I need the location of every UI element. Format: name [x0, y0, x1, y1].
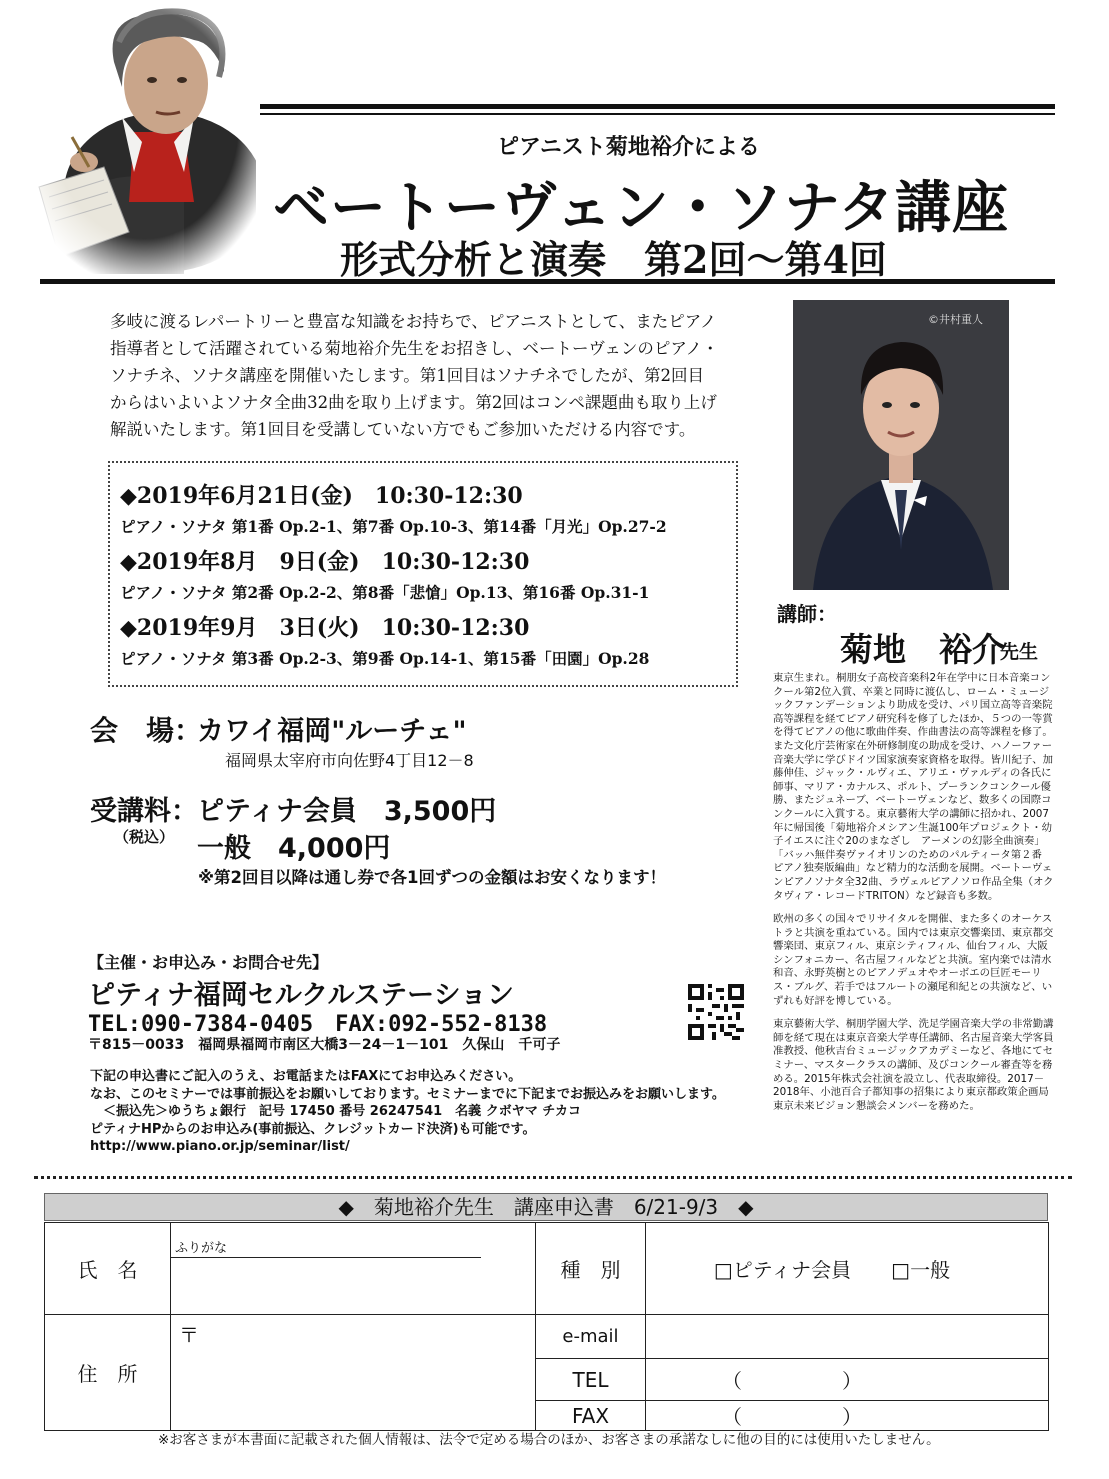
intro-line: 多岐に渡るレパートリーと豊富な知識をお持ちで、ピアニストとして、またピアノ: [110, 312, 717, 331]
privacy-note: ※お客さまが本書面に記載された個人情報は、法令で定める場合のほか、お客さまの承諾なしに他の目的には使用いたしません。: [158, 1432, 940, 1448]
header-rule-top-thin: [260, 113, 1055, 115]
venue-label: 会 場：: [90, 714, 203, 747]
venue-address: 福岡県太宰府市向佐野4丁目12－8: [225, 751, 474, 770]
seminar-link[interactable]: http://www.piano.or.jp/seminar/list/: [90, 1139, 350, 1154]
type-label: 種 別: [536, 1223, 646, 1315]
application-instructions: [90, 1068, 725, 1156]
email-label: e-mail: [536, 1315, 646, 1359]
name-field[interactable]: [171, 1223, 536, 1315]
intro-line: 解説いたします。第1回目を受講していない方でもご参加いただける内容です。: [110, 420, 696, 439]
session-date: ◆2019年9月 3日(火) 10:30-12:30: [120, 615, 530, 641]
fee-general: 一般 4,000円: [197, 833, 391, 864]
fax-field[interactable]: （ ）: [646, 1401, 1049, 1431]
organizer-address: 〒815－0033 福岡県福岡市南区大橋3－24－1－101 久保山 千可子: [88, 1037, 561, 1053]
address-label: 住 所: [45, 1315, 171, 1431]
fee-tax-note: （税込）: [114, 828, 175, 846]
instruction-line: ピティナHPからのお申込み(事前振込、クレジットカード決済)も可能です。: [90, 1121, 536, 1137]
lecturer-name: 菊地 裕介: [840, 630, 1005, 669]
fee-label: 受講料：: [90, 796, 198, 827]
intro-line: ソナチネ、ソナタ講座を開催いたします。第1回目はソナチネでしたが、第2回目: [110, 366, 705, 385]
furigana-divider: [171, 1257, 481, 1258]
instruction-line: なお、このセミナーでは事前振込をお願いしております。セミナーまでに下記までお振込みをお願いします。: [90, 1086, 725, 1102]
bio-paragraph: 東京生まれ。桐朋女子高校音楽科2年在学中に日本音楽コンクール第2位入賞、卒業と同時に渡仏し、ローム・ミュージックファンデーションより助成を受け、パリ国立高等音楽院高等課程を経てピアノ研究科を修了したほか、５つの一等賞を得てピアノの他に歌曲伴奏、作曲書法の高等課程を修了。また文化庁芸術家在外研修制度の助成を受け、ハノーファー音楽大学に学びドイツ国家演奏家資格を取得。皆川紀子、加藤伸佳、ジャック・ルヴィエ、アリエ・ヴァルディの各氏に師事、マリア・カナルス、ポルト、プーランクコンクール優勝、またジュネーブ、ベートーヴェンなど、数多くの国際コンクールに入賞する。東京藝術大学の講師に招かれ、2007年に帰国後「菊地裕介メシアン生誕100年プロジェクト・幼子イエスに注ぐ20のまなざし アーメンの幻影全曲演奏」「バッハ無伴奏ヴァイオリンのためのパルティータ第２番 ピアノ独奏版編曲」など精力的な活動を展開。ベートーヴェンピアノソナタ全32曲、ラヴェルピアノソロ作品全集（オクタヴィア・レコードTRITON）など録音も多数。: [773, 672, 1054, 902]
tel-field[interactable]: （ ）: [646, 1359, 1049, 1401]
page-subtitle2: 形式分析と演奏 第2回～第4回: [340, 237, 887, 282]
session-schedule: [108, 461, 738, 687]
tel-label: TEL: [536, 1359, 646, 1401]
intro-line: 指導者として活躍されている菊地裕介先生をお招きし、ベートーヴェンのピアノ・: [110, 339, 719, 358]
furigana-label: ふりがな: [175, 1241, 228, 1256]
postal-mark: 〒: [179, 1323, 199, 1347]
intro-paragraph: [110, 308, 730, 443]
header-rule-top: [260, 104, 1055, 109]
lecturer-suffix: 先生: [1000, 641, 1039, 663]
bio-paragraph: 東京藝術大学、桐朋学園大学、洗足学園音楽大学の非常勤講師を経て現在は東京音楽大学専任講師、名古屋音楽大学客員准教授、他秋吉台ミュージックアカデミーなど、各地にてセミナー、マスタークラスの講師、及びコンクール審査等を務める。2015年株式会社演を設立し、代表取締役。2017－2018年、小池百合子都知事の招集により東京都政策企画局 東京未来ビジョン懇談会メンバーを務めた。: [773, 1018, 1060, 1112]
instruction-line: ＜振込先＞ゆうちょ銀行 記号 17450 番号 26247541 名義 クボヤマ チカコ: [90, 1104, 581, 1119]
session-date: ◆2019年6月21日(金) 10:30-12:30: [120, 483, 523, 509]
qr-code-icon[interactable]: [688, 984, 744, 1040]
address-field[interactable]: [171, 1315, 536, 1431]
photo-credit: ©井村重人: [928, 313, 983, 326]
session-date: ◆2019年8月 9日(金) 10:30-12:30: [120, 549, 530, 575]
form-heading: ◆ 菊地裕介先生 講座申込書 6/21-9/3 ◆: [44, 1193, 1048, 1221]
beethoven-portrait: [34, 2, 256, 274]
email-field[interactable]: [646, 1315, 1049, 1359]
page-title: ベートーヴェン・ソナタ講座: [273, 175, 1009, 241]
organizer-name: ピティナ福岡セルクルステーション: [88, 980, 515, 1011]
page-subtitle: ピアニスト菊地裕介による: [497, 134, 760, 160]
session-program: ピアノ・ソナタ 第3番 Op.2-3、第9番 Op.14-1、第15番「田園」Op.28: [120, 649, 650, 668]
application-form: [44, 1222, 1049, 1431]
session-program: ピアノ・ソナタ 第2番 Op.2-2、第8番「悲愴」Op.13、第16番 Op.31-1: [120, 583, 650, 602]
fee-member: ピティナ会員 3,500円: [197, 796, 497, 827]
organizer-heading: 【主催・お申込み・お問合せ先】: [88, 953, 329, 972]
fax-label: FAX: [536, 1401, 646, 1431]
organizer-tel: TEL:090-7384-0405 FAX:092-552-8138: [88, 1012, 548, 1037]
intro-line: からはいよいよソナタ全曲32曲を取り上げます。第2回はコンペ課題曲も取り上げ: [110, 393, 717, 412]
session-program: ピアノ・ソナタ 第1番 Op.2-1、第7番 Op.10-3、第14番「月光」Op.27-2: [120, 517, 667, 536]
lecturer-photo: [793, 300, 1009, 590]
instruction-line: 下記の申込書にご記入のうえ、お電話またはFAXにてお申込みください。: [90, 1069, 522, 1084]
venue-name: カワイ福岡"ルーチェ": [197, 716, 467, 747]
lecturer-bio: [773, 672, 1060, 1123]
bio-paragraph: 欧州の多くの国々でリサイタルを開催、また多くのオーケストラと共演を重ねている。国内では東京交響楽団、東京都交響楽団、東京フィル、東京シティフィル、仙台フィル、大阪シンフォニカー、名古屋フィルなどと共演。室内楽では清水和音、永野英樹とのピアノデュオやオーボエの巨匠モーリス・ブルグ、若手ではフルートの瀬尾和紀との共演など、いずれも好評を博している。: [773, 913, 1054, 1007]
type-options[interactable]: □ピティナ会員 □一般: [646, 1223, 1049, 1315]
name-label: 氏 名: [45, 1223, 171, 1315]
lecturer-label: 講師：: [777, 602, 837, 626]
fee-note: ※第2回目以降は通し券で各1回ずつの金額はお安くなります！: [198, 868, 667, 887]
cut-line: [34, 1176, 1072, 1179]
